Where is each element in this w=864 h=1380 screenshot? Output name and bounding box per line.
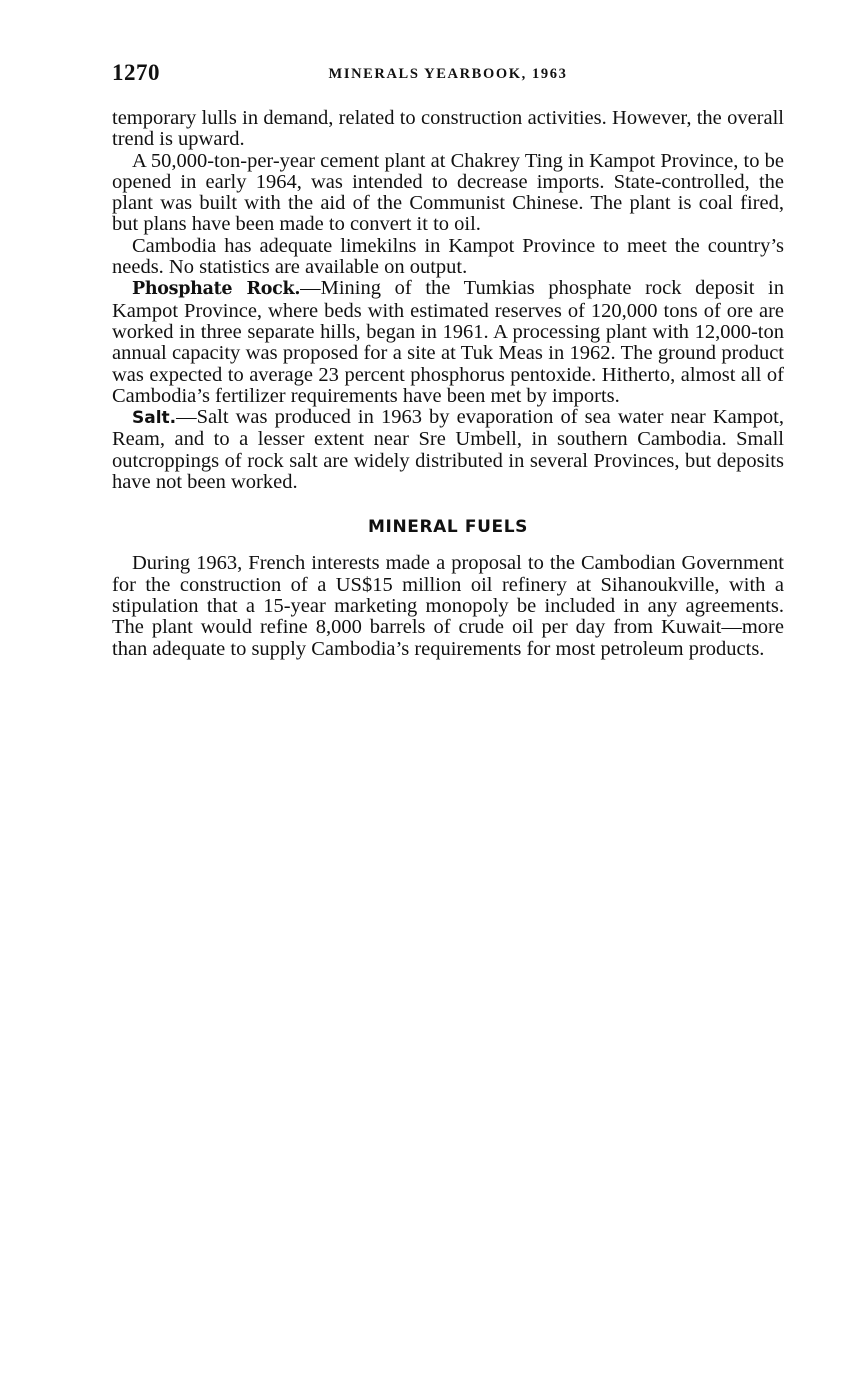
- paragraph-salt: [112, 407, 784, 493]
- phosphate-rock-body: —Mining of the Tumkias phosphate rock deposit in Kampot Province, where beds with estimated reserves of 120,000 tons of ore are worked in three separate hills, began in 1961. A processing plant with 12,000-ton annual capacity was proposed for a site at Tuk Meas in 1962. The ground product was expected to average 23 percent phosphorus pentoxide. Hitherto, almost all of Cambodia’s fertilizer requirements have been met by imports.: [112, 277, 784, 407]
- paragraph-limekilns: Cambodia has adequate limekilns in Kampot Province to meet the country’s needs. No statistics are available on output.: [112, 234, 784, 279]
- phosphate-rock-heading: Phosphate Rock.: [132, 279, 301, 300]
- paragraph-construction-trend: temporary lulls in demand, related to construction activities. However, the overall trend is upward.: [112, 107, 784, 151]
- salt-body: —Salt was produced in 1963 by evaporation of sea water near Kampot, Ream, and to a lesser extent near Sre Umbell, in southern Cambodia. Small outcroppings of rock salt are widely distributed in several Provinces, but deposits have not been worked.: [112, 406, 784, 494]
- section-heading-mineral-fuels: MINERAL FUELS: [368, 517, 528, 538]
- document-page: [112, 60, 784, 660]
- page-number: 1270: [112, 60, 160, 85]
- paragraph-cement-plant: A 50,000-ton-per-year cement plant at Chakrey Ting in Kampot Province, to be opened in early 1964, was intended to decrease imports. State-controlled, the plant was built with the aid of the Communist Chinese. The plant is coal fired, but plans have been made to convert it to oil.: [112, 149, 784, 236]
- running-header: [112, 60, 784, 90]
- paragraph-oil-refinery: During 1963, French interests made a proposal to the Cambodian Government for the construction of a US$15 million oil refinery at Sihanoukville, with a stipulation that a 15-year marketing monopoly be included in any agreements. The plant would refine 8,000 barrels of crude oil per day from Kuwait—more than adequate to supply Cambodia’s requirements for most petroleum products.: [112, 552, 784, 660]
- paragraph-phosphate-rock: [112, 278, 784, 407]
- salt-heading: Salt.: [132, 408, 177, 429]
- running-title: MINERALS YEARBOOK, 1963: [328, 66, 568, 82]
